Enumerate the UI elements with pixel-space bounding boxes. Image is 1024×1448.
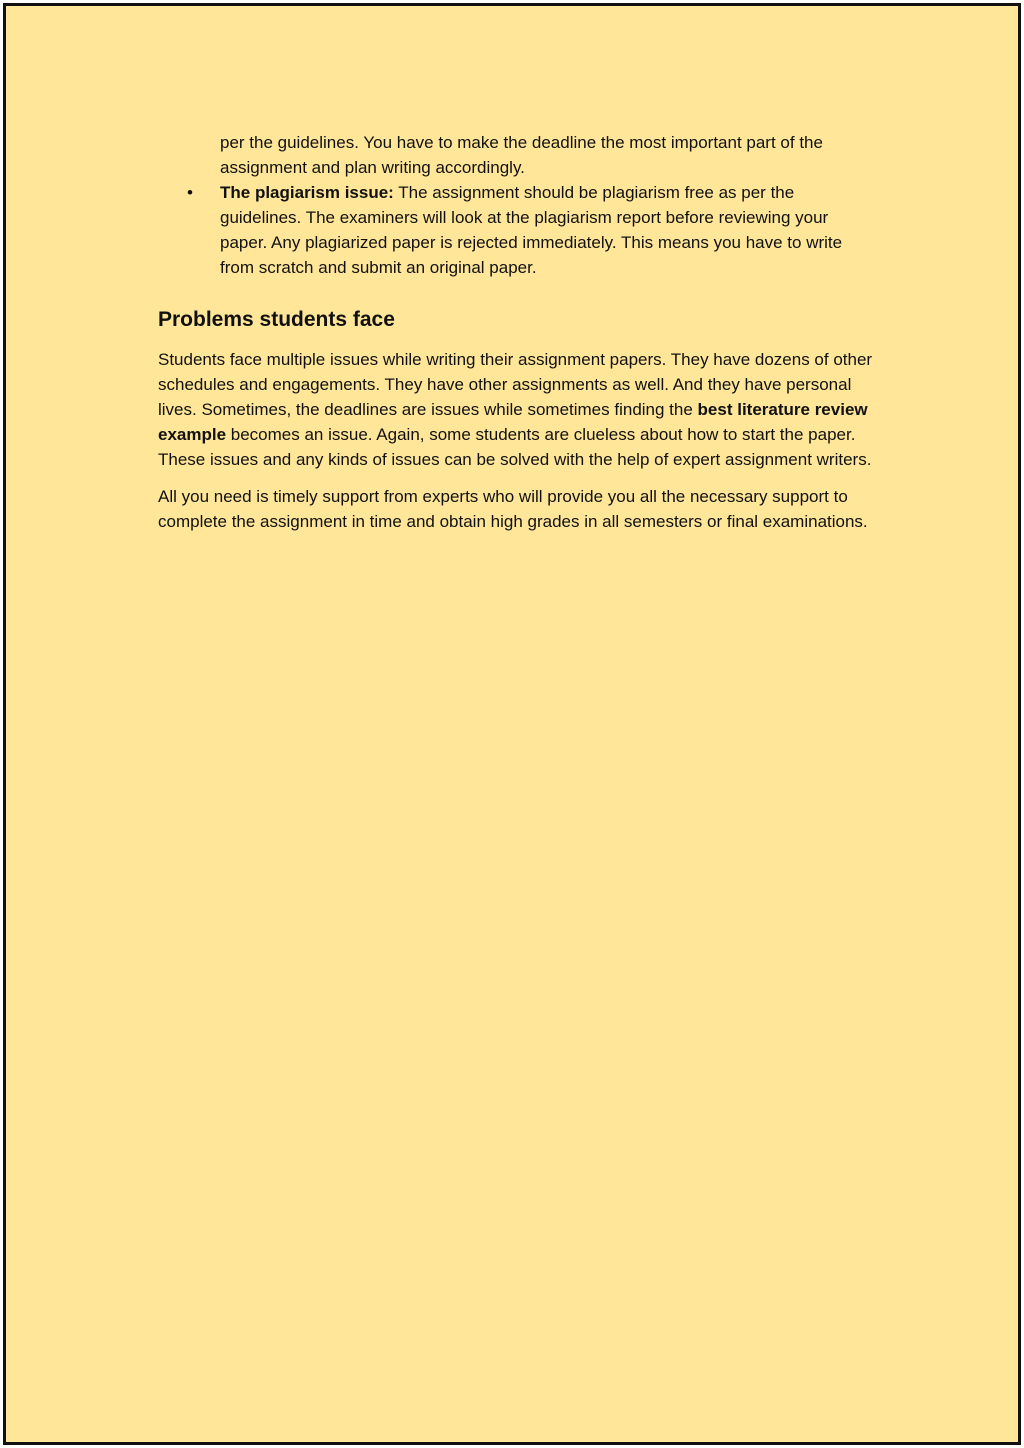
page — [3, 3, 1021, 1445]
continued-bullet-text: per the guidelines. You have to make the deadline the most important part of the assignment and plan writing accordingly. — [220, 133, 823, 177]
paragraph-text-after: becomes an issue. Again, some students are clueless about how to start the paper. These issues and any kinds of issues can be solved with the help of expert assignment writers. — [158, 425, 872, 469]
bullet-dot-icon: • — [187, 183, 193, 202]
paragraph-problems — [158, 347, 878, 472]
bullet-list — [158, 180, 878, 280]
paragraph-text-before: Students face multiple issues while writing their assignment papers. They have dozens of other schedules and engagements. They have other assignments as well. And they have personal lives. Sometimes, the deadlines are issues while sometimes finding the — [158, 350, 873, 419]
section-heading: Problems students face — [158, 308, 395, 331]
bullet-item-text: The assignment should be plagiarism free as per the guidelines. The examiners will look at the plagiarism report before reviewing your paper. Any plagiarized paper is rejected immediately. This means you have to write from scratch and submit an original paper. — [220, 183, 843, 277]
document-body — [158, 130, 878, 546]
bullet-item-title: The plagiarism issue: — [220, 183, 394, 202]
paragraph-support: All you need is timely support from experts who will provide you all the necessary support to complete the assignment in time and obtain high grades in all semesters or final examinations. — [158, 487, 868, 531]
paragraph-bold-phrase: best literature review example — [158, 400, 868, 444]
bullet-item-plagiarism — [158, 180, 878, 280]
